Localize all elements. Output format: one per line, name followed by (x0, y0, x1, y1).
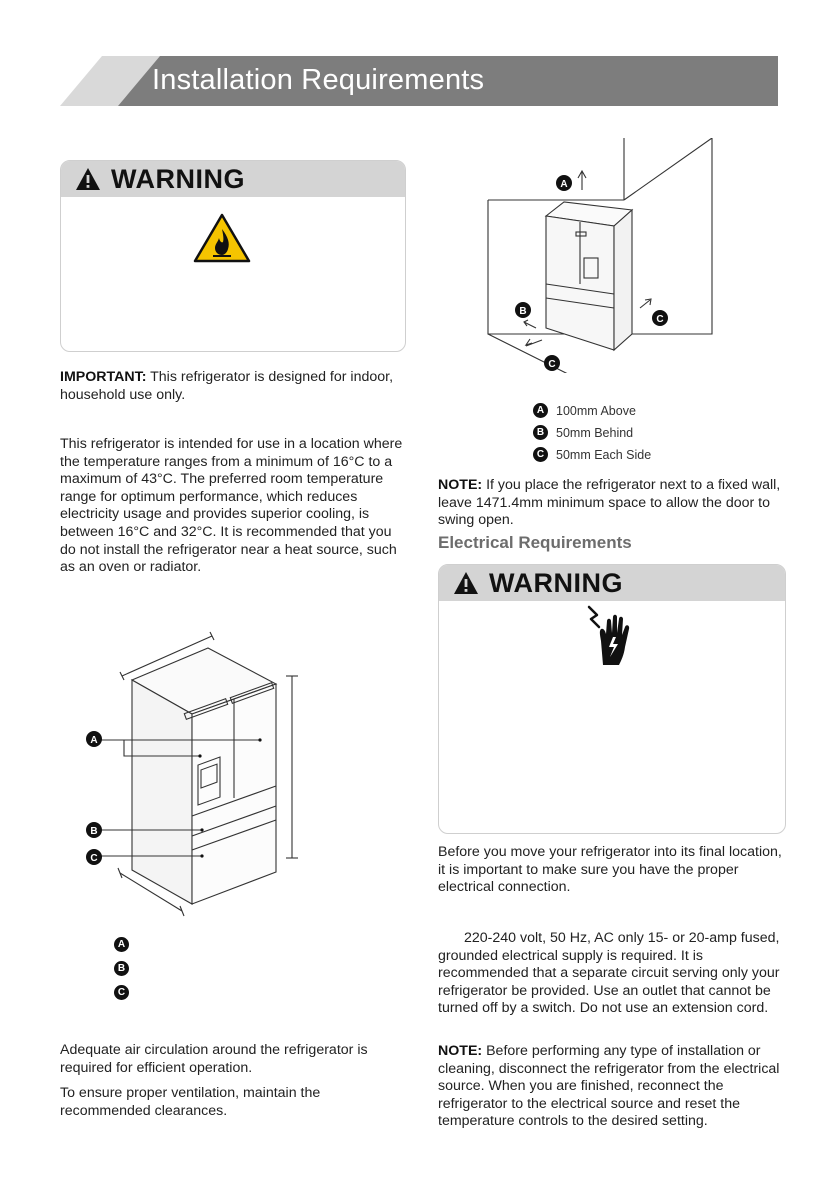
clearance-legend-item: B 50mm Behind (533, 425, 633, 440)
note-fixed-wall (438, 477, 788, 530)
marker-c-right: C (656, 314, 664, 325)
warning-box-fire (60, 160, 406, 352)
fridge-dimensions-diagram (80, 628, 320, 923)
note-text: If you place the refrigerator next to a fixed wall, leave 1471.4mm minimum space to allow the door to swing open. (438, 477, 781, 529)
marker-c-front: C (548, 359, 556, 370)
fridge-diagram-markers (86, 731, 102, 865)
warning-triangle-icon (453, 571, 479, 595)
important-label: IMPORTANT: (60, 369, 147, 385)
marker-a: A (90, 735, 98, 746)
fridge-legend-item-c: C (114, 985, 137, 1000)
note-text: Before performing any type of installation or cleaning, disconnect the refrigerator from the electrical source. When you are finished, reconnect the refrigerator to the electrical source and reset the temperature controls to the desired setting. (438, 1043, 780, 1130)
warning-header (439, 565, 785, 601)
marker-c: C (90, 853, 98, 864)
electrical-requirements-heading: Electrical Requirements (438, 533, 632, 552)
clearance-legend-item: A 100mm Above (533, 403, 636, 418)
warning-triangle-icon (75, 167, 101, 191)
note-label: NOTE: (438, 1043, 483, 1059)
page-title: Installation Requirements (152, 64, 485, 96)
fridge-legend-item-b: B (114, 961, 137, 976)
electric-shock-hand-icon (585, 601, 641, 671)
warning-label: WARNING (489, 567, 623, 598)
warning-header (61, 161, 405, 197)
note-disconnect (438, 1043, 794, 1131)
important-text: This refrigerator is designed for indoor, household use only. (60, 369, 394, 403)
marker-b: B (90, 826, 98, 837)
clearance-room-diagram (480, 138, 720, 373)
fridge-legend-item-a: A (114, 937, 137, 952)
marker-a: A (560, 179, 568, 190)
voltage-requirements-paragraph: 220-240 volt, 50 Hz, AC only 15- or 20-amp fused, grounded electrical supply is required. It is recommended that a separate circuit serving only your refrigerator be provided. Use an outlet that cannot be turned off by a switch. Do not use an extension cord. (438, 930, 780, 1017)
important-note (60, 369, 400, 404)
marker-b: B (519, 306, 527, 317)
warning-box-electric (438, 564, 786, 834)
flammable-warning-icon (193, 213, 251, 263)
ventilation-paragraph: To ensure proper ventilation, maintain the recommended clearances. (60, 1085, 321, 1119)
clearance-legend-item: C 50mm Each Side (533, 447, 651, 462)
air-circulation-paragraph: Adequate air circulation around the refrigerator is required for efficient operation. (60, 1042, 368, 1076)
page-header-banner (60, 56, 778, 106)
temperature-paragraph: This refrigerator is intended for use in a location where the temperature ranges from a minimum of 16°C to a maximum of 43°C. The preferred room temperature range for optimum performance, which reduces electricity usage and provides superior cooling, is between 16°C and 32°C. It is recommended that you do not install the refrigerator near a heat source, such as an oven or radiator. (60, 436, 403, 576)
warning-label: WARNING (111, 163, 245, 194)
before-move-paragraph: Before you move your refrigerator into its final location, it is important to make sure you have the proper electrical connection. (438, 844, 782, 896)
note-label: NOTE: (438, 477, 483, 493)
